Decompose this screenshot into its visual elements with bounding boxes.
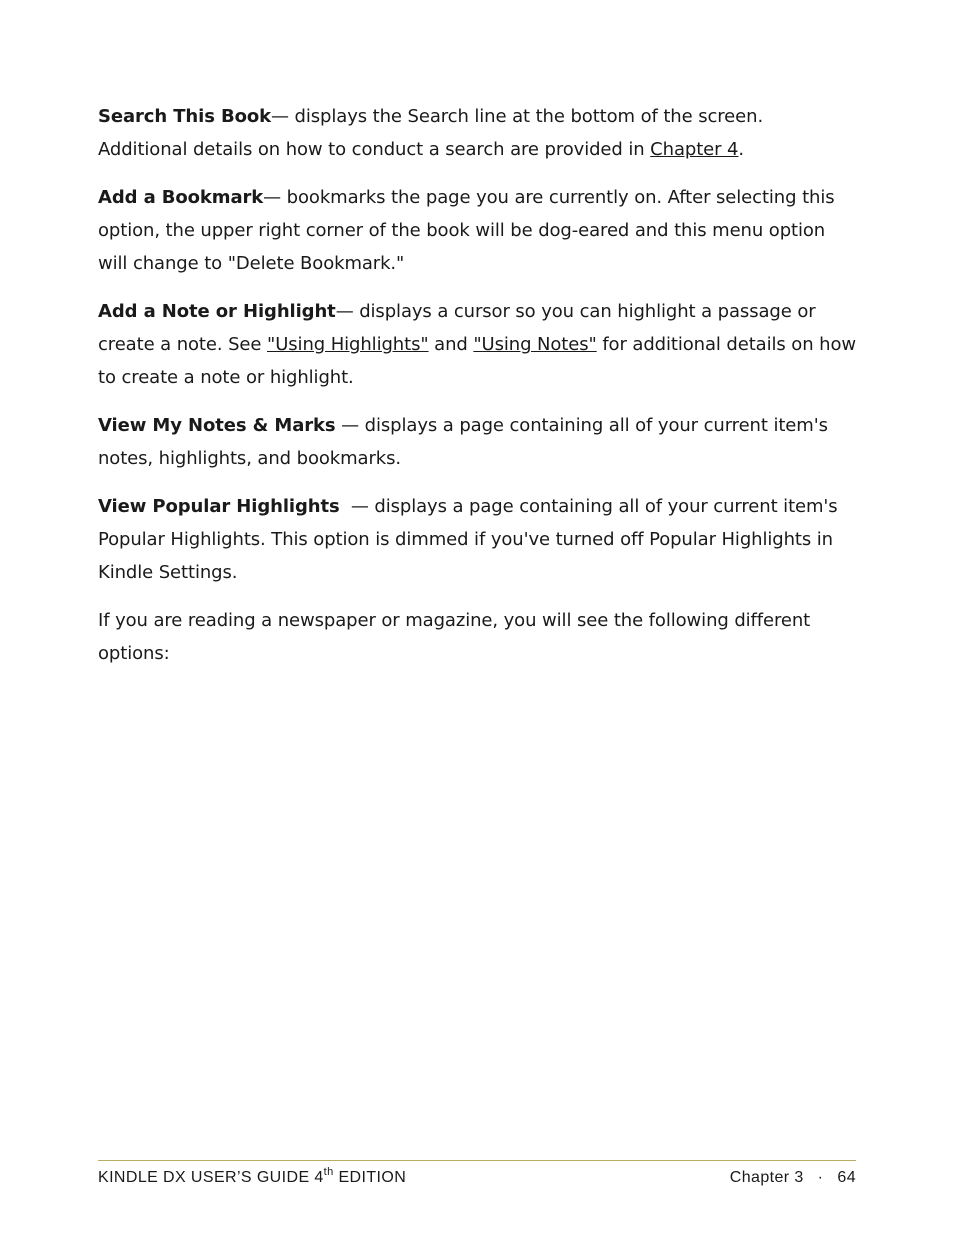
term-view-popular-highlights: View Popular Highlights	[98, 496, 340, 517]
entry-text-end: for additional details on how to create a note or highlight.	[98, 334, 856, 388]
footer-page-info	[730, 1169, 856, 1187]
entry-text: — displays a page containing all of your current item's Popular Highlights. This option is dimmed if you've turned off Popular Highlights in Kindle Settings.	[98, 496, 844, 583]
page-body	[98, 100, 858, 685]
entry-text: — displays the Search line at the bottom of the screen. Additional details on how to conduct a search are provided in	[98, 106, 764, 160]
entry-text: — bookmarks the page you are currently on. After selecting this option, the upper right corner of the book will be dog-eared and this menu option will change to "Delete Bookmark."	[98, 187, 835, 274]
edition-superscript: th	[323, 1166, 334, 1178]
guide-title-text: KINDLE DX USER’S GUIDE 4	[98, 1169, 324, 1186]
entry-add-bookmark	[98, 181, 858, 280]
footer-separator: ·	[817, 1169, 824, 1186]
term-view-my-notes-marks: View My Notes & Marks	[98, 415, 336, 436]
footer-page-number: 64	[837, 1169, 856, 1186]
entry-view-popular-highlights	[98, 490, 858, 589]
link-chapter-4[interactable]: Chapter 4	[650, 139, 739, 160]
entry-search-this-book	[98, 100, 858, 166]
term-add-bookmark: Add a Bookmark	[98, 187, 264, 208]
term-search-this-book: Search This Book	[98, 106, 272, 127]
footer-chapter: Chapter 3	[729, 1169, 804, 1186]
edition-word: EDITION	[333, 1169, 407, 1186]
entry-text-middle: and	[428, 334, 474, 355]
closing-paragraph: If you are reading a newspaper or magazine, you will see the following different options:	[98, 610, 811, 664]
entry-text: — displays a page containing all of your current item's notes, highlights, and bookmarks.	[98, 415, 834, 469]
entry-text-end: .	[738, 139, 745, 160]
entry-view-my-notes-marks	[98, 409, 858, 475]
footer-divider	[98, 1160, 856, 1161]
entry-text: — displays a cursor so you can highlight a passage or create a note. See	[98, 301, 816, 355]
link-using-notes[interactable]: "Using Notes"	[473, 334, 597, 355]
footer-guide-title	[98, 1166, 407, 1187]
term-add-note-or-highlight: Add a Note or Highlight	[98, 301, 336, 322]
entry-add-note-or-highlight	[98, 295, 858, 394]
link-using-highlights[interactable]: "Using Highlights"	[267, 334, 429, 355]
